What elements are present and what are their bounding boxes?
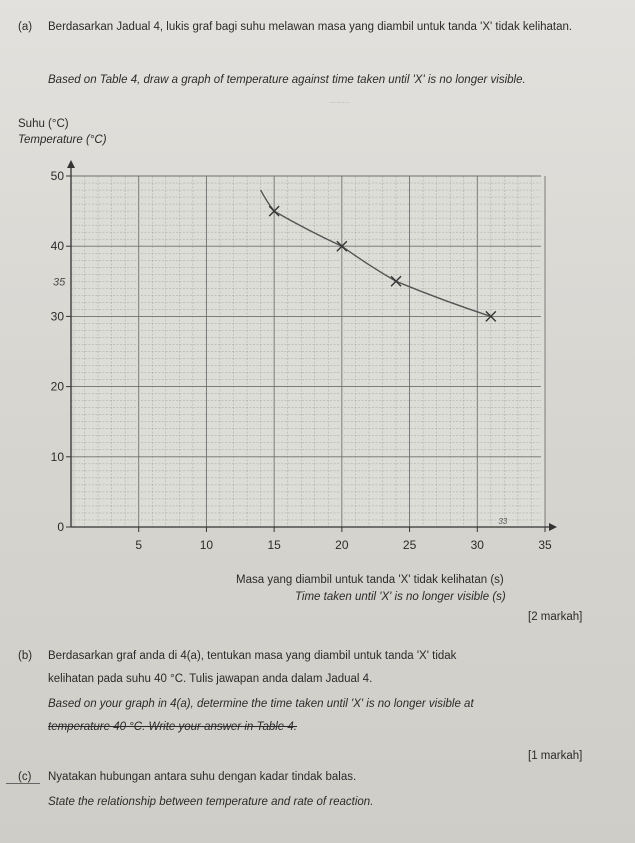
part-c-english: State the relationship between temperature and rate of reaction. [48,796,374,808]
x-tick-label: 30 [470,538,484,552]
x-tick-label: 5 [135,538,143,552]
y-axis-title-malay: Suhu (°C) [18,118,69,130]
y-tick-label: 20 [50,379,64,394]
part-a-english-text: Based on Table 4, draw a graph of temperature against time taken until 'X' is no longer visible. [48,74,526,86]
x-tick-label: 15 [267,538,281,552]
marks-a: [2 markah] [528,611,583,623]
part-c-label: (c) [18,771,32,783]
handwritten-y-note: 35 [53,276,66,289]
part-a-malay-text: Berdasarkan Jadual 4, lukis graf bagi suhu melawan masa yang diambil untuk tanda 'X' tidak kelihatan. [48,21,573,33]
y-tick-label: 50 [50,169,64,183]
x-axis-title-english: Time taken until 'X' is no longer visible (s) [295,591,506,603]
part-b-english-line1: Based on your graph in 4(a), determine the time taken until 'X' is no longer visible at [48,698,474,710]
part-a-label: (a) [18,21,33,33]
x-tick-label: 10 [199,538,214,552]
y-axis-title-english: Temperature (°C) [18,134,107,146]
y-axis-arrow [67,160,75,168]
part-b-label: (b) [18,650,33,662]
part-b-malay-line1: Berdasarkan graf anda di 4(a), tentukan masa yang diambil untuk tanda 'X' tidak [48,650,457,662]
y-tick-label: 30 [50,309,64,324]
y-tick-label: 0 [57,520,64,534]
y-tick-label: 10 [50,449,64,464]
handwritten-x-note: 33 [498,517,508,526]
answer-line-stub [6,783,40,784]
x-tick-label: 35 [538,538,552,552]
part-b-english-line2: temperature 40 °C. Write your answer in Table 4. [48,721,297,733]
x-axis-title-malay: Masa yang diambil untuk tanda 'X' tidak kelihatan (s) [236,574,504,586]
marks-b: [1 markah] [528,750,583,762]
y-tick-label: 40 [50,239,64,254]
bleed-through-text: ........ [330,95,351,105]
part-c-malay: Nyatakan hubungan antara suhu dengan kadar tindak balas. [48,771,357,783]
x-tick-label: 20 [335,538,349,552]
x-tick-label: 25 [402,538,417,552]
x-axis-arrow [549,523,557,531]
part-b-malay-line2: kelihatan pada suhu 40 °C. Tulis jawapan anda dalam Jadual 4. [48,673,373,685]
